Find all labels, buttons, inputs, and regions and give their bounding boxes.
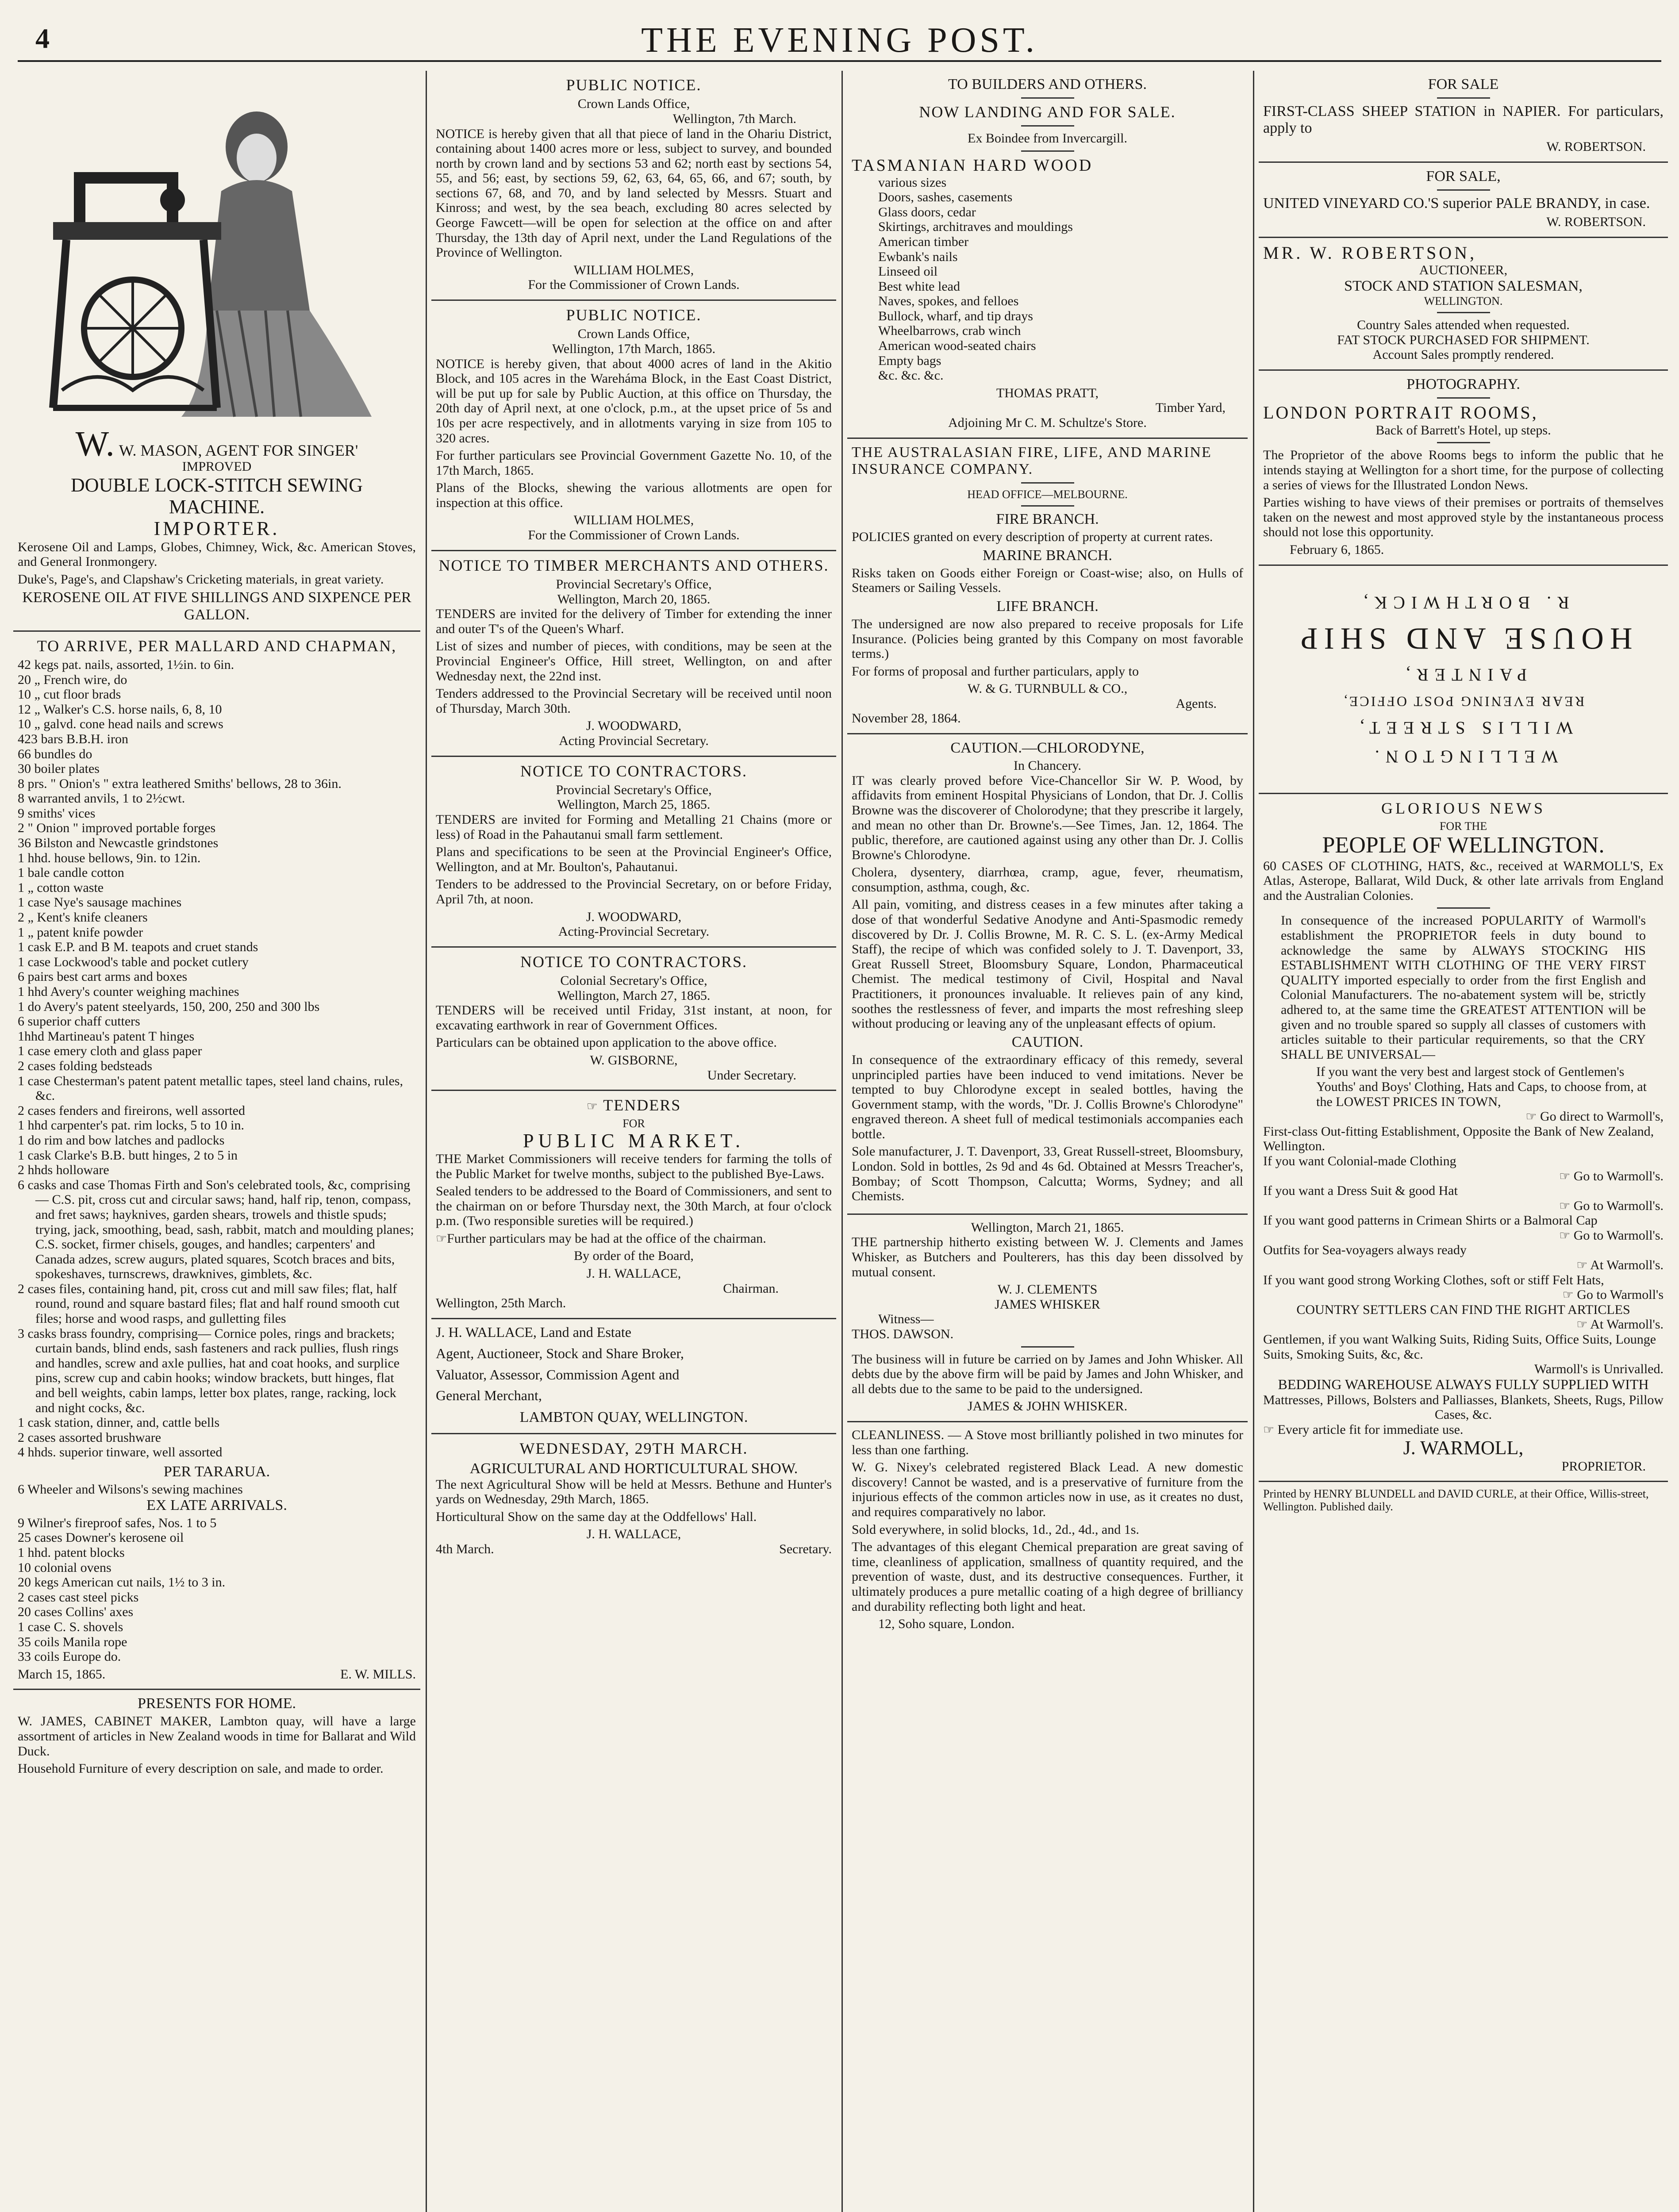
ad-partnership: [847, 1215, 1248, 1422]
mason-line: DOUBLE LOCK-STITCH SEWING: [71, 474, 363, 496]
insurance-fire: FIRE BRANCH.: [996, 511, 1099, 527]
pointing-hand-icon: ☞: [1559, 1198, 1571, 1213]
wallace-address: LAMBTON QUAY, WELLINGTON.: [519, 1409, 748, 1426]
partnership-body: THE partnership hitherto existing between W. J. Clements and James Whisker, as Butchers and Poulterers, has this day been dissolved by mutual consent.: [852, 1235, 1243, 1279]
notice-heading: PUBLIC NOTICE.: [566, 76, 702, 94]
ad-agricultural-show: [431, 1434, 836, 1563]
list-item: Linseed oil: [878, 264, 938, 279]
market-body-2: Sealed tenders to be addressed to the Board of Commissioners, and sent to the chairman on or before Thursday next, the 30th March, at four o'clock p.m. (Two responsible sureties will be required.): [436, 1184, 832, 1229]
list-item: 8 warranted anvils, 1 to 2½cwt.: [18, 791, 185, 806]
ad-borthwick-upside-down: [1259, 566, 1668, 794]
ad-chlorodyne: [847, 734, 1248, 1215]
chlorodyne-heading: CAUTION.—CHLORODYNE,: [950, 740, 1145, 757]
ad-public-market: [431, 1091, 836, 1319]
list-item: 10 colonial ovens: [18, 1560, 111, 1575]
mason-line: IMPROVED: [182, 459, 252, 474]
list-item: 2 cases assorted brushware: [18, 1430, 161, 1445]
notice-contractors-1: [431, 757, 836, 948]
robertson-line: STOCK AND STATION SALESMAN,: [1344, 277, 1583, 294]
list-item: 1 case emery cloth and glass paper: [18, 1044, 202, 1059]
market-body-3: Further particulars may be had at the office of the chairman.: [447, 1231, 766, 1246]
builders-signer-title: Timber Yard,: [1155, 400, 1226, 415]
show-title: AGRICULTURAL AND HORTICULTURAL SHOW.: [469, 1460, 798, 1477]
list-item: 42 kegs pat. nails, assorted, 1½in. to 6in.: [18, 657, 234, 672]
list-item: 2 " Onion " improved portable forges: [18, 821, 216, 836]
column-2: [431, 71, 836, 2212]
pointing-hand-icon: ☞: [1559, 1168, 1571, 1183]
show-signer: J. H. WALLACE,: [586, 1527, 681, 1542]
sewing-machine-illustration: [27, 81, 407, 421]
photo-date: February 6, 1865.: [1290, 542, 1384, 557]
imprint: [1259, 1482, 1668, 1520]
ad-wallace: [431, 1319, 836, 1434]
list-item: American wood-seated chairs: [878, 338, 1036, 353]
robertson-line: AUCTIONEER,: [1419, 263, 1508, 278]
notice-office: Colonial Secretary's Office,: [560, 973, 707, 988]
pointing-hand-icon: ☞: [436, 1231, 447, 1246]
list-item: 9 Wilner's fireproof safes, Nos. 1 to 5: [18, 1515, 217, 1530]
mason-body-2: Duke's, Page's, and Clapshaw's Cricketing materials, in great variety.: [18, 572, 384, 587]
mason-name: W. MASON, AGENT FOR SINGER': [119, 442, 358, 459]
list-item: 1 „ patent knife powder: [18, 925, 143, 940]
list-item: Ewbank's nails: [878, 249, 958, 264]
market-title: PUBLIC MARKET.: [523, 1129, 745, 1152]
wallace-line: Agent, Auctioneer, Stock and Share Broker,: [436, 1345, 684, 1361]
list-item: Glass doors, cedar: [878, 204, 976, 219]
list-item: 2 cases cast steel picks: [18, 1590, 139, 1605]
list-item: 36 Bilston and Newcastle grindstones: [18, 836, 219, 851]
pointing-hand-icon: ☞: [1559, 1228, 1571, 1243]
partnership-date: Wellington, March 21, 1865.: [971, 1220, 1124, 1235]
rule: [1021, 97, 1074, 99]
upside-line: PAINTER,: [1399, 664, 1527, 685]
notice-signer-title: Acting-Provincial Secretary.: [558, 924, 710, 939]
warmoll-want: If you want good strong Working Clothes, soft or stiff Felt Hats,: [1263, 1272, 1604, 1287]
column-1: [13, 71, 420, 2212]
builders-address: Adjoining Mr C. M. Schultze's Store.: [948, 415, 1147, 430]
upside-line: HOUSE AND SHIP: [1294, 621, 1633, 656]
insurance-fire-body: POLICIES granted on every description of property at current rates.: [852, 529, 1213, 544]
list-item: American timber: [878, 234, 969, 249]
show-signer-title: Secretary.: [779, 1542, 832, 1556]
list-item: 9 smiths' vices: [18, 806, 96, 821]
warmoll-heading: GLORIOUS NEWS: [1381, 799, 1545, 817]
show-body: The next Agricultural Show will be held at Messrs. Bethune and Hunter's yards on Wednesday, 29th March, 1865.: [436, 1477, 832, 1507]
warmoll-signer-title: PROPRIETOR.: [1561, 1459, 1646, 1474]
pointing-hand-icon: ☞: [1576, 1258, 1588, 1273]
arrive-signer: E. W. MILLS.: [340, 1667, 416, 1682]
notice-body-3: Plans of the Blocks, shewing the various allotments are open for inspection at this office.: [436, 480, 832, 510]
pointing-hand-icon: ☞: [1263, 1422, 1275, 1437]
notice-date: Wellington, March 25, 1865.: [557, 797, 711, 812]
insurance-date: November 28, 1864.: [852, 711, 961, 726]
warmoll-gentlemen: Gentlemen, if you want Walking Suits, Riding Suits, Office Suits, Lounge Suits, Smoking Suits, &c, &c.: [1263, 1332, 1656, 1362]
column-rule: [1253, 71, 1254, 2212]
photo-sub: Back of Barrett's Hotel, up steps.: [1375, 422, 1551, 438]
upside-line: R. BORTHWICK,: [1357, 592, 1569, 613]
notice-signer: J. WOODWARD,: [586, 909, 682, 924]
tarurua-list: [18, 1482, 416, 1497]
sale-heading: FOR SALE: [1428, 76, 1499, 92]
wallace-line: Valuator, Assessor, Commission Agent and: [436, 1366, 680, 1382]
pointing-hand-icon: ☞: [586, 1099, 599, 1114]
pointing-hand-icon: ☞: [1562, 1287, 1574, 1302]
list-item: 1 hhd Avery's counter weighing machines: [18, 984, 239, 999]
notice-akitio: [431, 301, 836, 551]
ad-mason-singer: W. W. MASON, AGENT FOR SINGER' IMPROVED DOUBLE LOCK-STITCH SEWING MACHINE. IMPORTER. Kerosene Oil and Lamps, Globes, Chimney, Wick, &c. American Stoves, and General Ironmongery. Duke's, Page's, and Clapshaw's Cricketing materials, in great variety. KEROSENE OIL AT FIVE SHILLINGS AND SIXPENCE PER GALLON.: [13, 71, 420, 632]
sale-heading: FOR SALE,: [1426, 168, 1501, 184]
notice-heading: NOTICE TO CONTRACTORS.: [520, 762, 748, 780]
ad-cleanliness: [847, 1422, 1248, 1639]
insurance-life-body: The undersigned are now also prepared to receive proposals for Life Insurance. (Policies being granted by this Company on most favorable terms.): [852, 616, 1243, 661]
notice-heading: NOTICE TO CONTRACTORS.: [520, 952, 748, 971]
notice-body: TENDERS are invited for the delivery of Timber for extending the inner and outer T's of the Queen's Wharf.: [436, 607, 832, 636]
notice-body: TENDERS will be received until Friday, 31st instant, at noon, for excavating earthwork in rear of Government Offices.: [436, 1003, 832, 1033]
notice-office: Crown Lands Office,: [577, 96, 690, 111]
notice-date: Wellington, March 20, 1865.: [557, 591, 711, 607]
insurance-forms: For forms of proposal and further particulars, apply to: [852, 664, 1139, 679]
notice-body: NOTICE is hereby given, that about 4000 acres of land in the Akitio Block, and 105 acres in the Wareháma Block, in the East Coast District, will be put up for sale by Public Auction, at this office on Thursday, the 20th day of April next, at one o'clock, p.m., at the upset price of 5s and 10s per acre respectively, and in allotments varying in size from 105 to 320 acres.: [436, 356, 832, 445]
list-item: 2 cases fenders and fireirons, well assorted: [18, 1103, 245, 1118]
warmoll-want: Outfits for Sea-voyagers always ready: [1263, 1243, 1467, 1258]
partnership-witness: Witness—: [878, 1312, 934, 1327]
upside-line: WELLINGTON.: [1368, 746, 1558, 767]
notice-date: Wellington, 7th March.: [672, 111, 796, 126]
show-date: 4th March.: [436, 1542, 494, 1556]
builders-list: [852, 175, 1243, 383]
notice-signer: J. WOODWARD,: [586, 718, 682, 733]
column-rule: [841, 71, 843, 2212]
rule: [1021, 482, 1074, 484]
list-item: 6 casks and case Thomas Firth and Son's celebrated tools, &c, comprising— C.S. pit, cross cut and circular saws; hand, half rip, tenon, compass, and fret saws; hayknives, garden shears, trowels and thistle spuds; trying, jack, smoothing, bead, sash, rabbit, match and moulding planes; C.S. socket, firmer chisels, gouges, and handles; carpenters' and Canada adzes, screw augurs, plated squares, Scotch braces and bits, spokeshaves, turnscrews, drawknives, gimblets, &c.: [18, 1177, 414, 1282]
cleanliness-address: 12, Soho square, London.: [878, 1617, 1015, 1632]
warmoll-want: If you want a Dress Suit & good Hat: [1263, 1183, 1458, 1198]
chlorodyne-body: IT was clearly proved before Vice-Chancellor Sir W. P. Wood, by affidavits from eminent Hospital Physicians of London, that Dr. J. Collis Browne was the discoverer of Cholorodyne; that they prescribe it largely, and mean no other than Dr. Browne's.—See Times, Jan. 12, 1864. The public, therefore, are cautioned against using any other than Dr. J. Collis Browne's Chlorodyne.: [852, 773, 1243, 862]
ad-sale-sheep-station: [1259, 71, 1668, 163]
ad-sale-brandy: [1259, 163, 1668, 238]
photo-heading: PHOTOGRAPHY.: [1406, 376, 1520, 392]
photo-body: The Proprietor of the above Rooms begs to inform the public that he intends staying at Wellington for a short time, for the purpose of collecting a series of views for the Illustrated London News.: [1263, 448, 1664, 492]
warmoll-body-3: First-class Out-fitting Establishment, Opposite the Bank of New Zealand, Wellington.: [1263, 1124, 1654, 1154]
partnership-signer: JAMES WHISKER: [995, 1297, 1100, 1312]
chlorodyne-body-5: Sole manufacturer, J. T. Davenport, 33, Great Russell-street, Bloomsbury, London. Sold in bottles, 2s 9d and 4s 6d. Obtained at Messrs Treacher's, Bombay; of Scott Thompson, Calcutta; Worms, Sydney; and all Chemists.: [852, 1144, 1243, 1204]
rule: [1437, 189, 1490, 191]
insurance-agent: W. & G. TURNBULL & CO.,: [967, 681, 1128, 696]
list-item: 20 „ French wire, do: [18, 672, 127, 687]
notice-body-2: For further particulars see Provincial Government Gazette No. 10, of the 17th March, 1865.: [436, 448, 832, 478]
notice-signer: WILLIAM HOLMES,: [573, 262, 694, 277]
arrive-heading: TO ARRIVE, PER MALLARD AND CHAPMAN,: [37, 637, 397, 655]
insurance-marine: MARINE BRANCH.: [983, 547, 1112, 564]
notice-office: Crown Lands Office,: [577, 326, 690, 342]
presents-body-2: Household Furniture of every description on sale, and made to order.: [18, 1761, 384, 1776]
warmoll-bedding: BEDDING WAREHOUSE ALWAYS FULLY SUPPLIED WITH: [1278, 1376, 1649, 1392]
list-item: 1 bale candle cotton: [18, 865, 124, 880]
insurance-heading: THE AUSTRALASIAN FIRE, LIFE, AND MARINE INSURANCE COMPANY.: [852, 444, 1212, 477]
masthead: [18, 9, 1661, 62]
tararua-heading: PER TARARUA.: [163, 1463, 270, 1480]
insurance-marine-body: Risks taken on Goods either Foreign or Coast-wise; also, on Hulls of Steamers or Sailing Vessels.: [852, 565, 1243, 595]
list-item: 10 „ cut floor brads: [18, 687, 121, 702]
list-item: 1 do Avery's patent steelyards, 150, 200, 250 and 300 lbs: [18, 999, 320, 1014]
notice-body-2: Particulars can be obtained upon application to the above office.: [436, 1035, 777, 1050]
notice-date: Wellington, 17th March, 1865.: [552, 341, 716, 356]
warmoll-want: If you want good patterns in Crimean Shirts or a Balmoral Cap: [1263, 1213, 1598, 1228]
notice-heading: PUBLIC NOTICE.: [566, 306, 702, 324]
notice-body-3: Tenders to be addressed to the Provincial Secretary, on or before Friday, April 7th, at noon.: [436, 877, 832, 906]
chlorodyne-body-2: Cholera, dysentery, diarrhœa, cramp, ague, fever, rheumatism, consumption, asthma, cough, &c.: [852, 865, 1243, 895]
list-item: 6 pairs best cart arms and boxes: [18, 969, 188, 984]
list-item: 4 hhds. superior tinware, well assorted: [18, 1445, 223, 1460]
upside-line: REAR EVENING POST OFFICE,: [1342, 693, 1585, 710]
notice-ohariu: [431, 71, 836, 301]
list-item: 2 cases folding bedsteads: [18, 1058, 153, 1073]
insurance-agent-title: Agents.: [1176, 696, 1217, 711]
rule: [1437, 442, 1490, 443]
warmoll-go: At Warmoll's.: [1590, 1258, 1664, 1273]
presents-body: W. JAMES, CABINET MAKER, Lambton quay, will have a large assortment of articles in New Zealand woods in time for Ballarat and Wild Duck.: [18, 1714, 416, 1759]
list-item: 2 „ Kent's knife cleaners: [18, 910, 148, 925]
warmoll-go: Go to Warmoll's.: [1573, 1198, 1664, 1213]
builders-title: TASMANIAN HARD WOOD: [852, 156, 1093, 175]
wallace-line: J. H. WALLACE, Land and Estate: [436, 1324, 631, 1340]
notice-signer-title: For the Commissioner of Crown Lands.: [528, 277, 740, 292]
rule: [1021, 125, 1074, 127]
arrive-list: [18, 657, 416, 1460]
newspaper-title: THE EVENING POST.: [641, 21, 1038, 60]
sale-body: FIRST-CLASS SHEEP STATION in NAPIER. For particulars, apply to: [1263, 103, 1664, 137]
ad-presents-for-home: [13, 1690, 420, 1786]
chlorodyne-sub: In Chancery.: [1014, 758, 1081, 773]
insurance-head-office: HEAD OFFICE—MELBOURNE.: [967, 488, 1128, 501]
list-item: 20 cases Collins' axes: [18, 1605, 134, 1620]
list-item: 20 kegs American cut nails, 1½ to 3 in.: [18, 1575, 226, 1590]
list-item: Skirtings, architraves and mouldings: [878, 219, 1073, 234]
list-item: various sizes: [878, 175, 947, 190]
list-item: 1 case Nye's sausage machines: [18, 895, 182, 910]
notice-signer: WILLIAM HOLMES,: [573, 513, 694, 528]
market-heading: TENDERS: [603, 1096, 681, 1114]
robertson-body: Country Sales attended when requested.: [1357, 318, 1570, 333]
arrive-date: March 15, 1865.: [18, 1667, 106, 1682]
list-item: 1 cask station, dinner, and, cattle bells: [18, 1415, 220, 1430]
warmoll-people: PEOPLE OF WELLINGTON.: [1322, 833, 1605, 858]
pointing-hand-icon: ☞: [1525, 1109, 1537, 1124]
sale-body: UNITED VINEYARD CO.'S superior PALE BRANDY, in case.: [1263, 195, 1650, 211]
cleanliness-body-2: W. G. Nixey's celebrated registered Black Lead. A new domestic discovery! Cannot be wasted, and is a preservative of furniture from the injurious effects of the common articles now in use, as it creates no dust, and requires comparatively no labor.: [852, 1460, 1243, 1519]
rule: [1021, 1346, 1074, 1348]
ex-late-list: [18, 1516, 416, 1664]
list-item: 1 do rim and bow latches and padlocks: [18, 1133, 225, 1148]
list-item: 1 cask E.P. and B M. teapots and cruet stands: [18, 940, 258, 955]
ad-warmoll: [1259, 794, 1668, 1482]
partnership-body-2: The business will in future be carried on by James and John Whisker. All debts due by the above firm will be paid by James and John Whisker, and all debts due to the same to be paid to the undersigned.: [852, 1352, 1243, 1396]
column-3: [847, 71, 1248, 2212]
warmoll-body: In consequence of the increased POPULARITY of Warmoll's establishment the PROPRIETOR feels in duty bound to acknowledge the same by ALWAYS STOCKING HIS ESTABLISHMENT WITH CLOTHING OF THE VERY FIRST QUALITY imported especially to order from the first English and Colonial Manufacturers. The no-abatement system will be, strictly adhered to, at the same time the GREATEST ATTENTION will be given and no trouble spared so supply all classes of customers with articles suitable to their particular requirements, so that the CRY SHALL BE UNIVERSAL—: [1281, 913, 1646, 1062]
warmoll-every: Every article fit for immediate use.: [1277, 1422, 1464, 1437]
list-item: 30 boiler plates: [18, 761, 100, 776]
pointing-hand-icon: ☞: [1576, 1317, 1588, 1332]
mason-line: IMPORTER.: [154, 518, 280, 540]
warmoll-intro: 60 CASES OF CLOTHING, HATS, &c., received at WARMOLL'S, Ex Atlas, Asterope, Ballarat, Wild Duck, & other late arrivals from England and the Australian Colonies.: [1263, 858, 1664, 903]
mason-line: MACHINE.: [169, 496, 265, 518]
upside-line: WILLIS STREET,: [1353, 718, 1573, 738]
insurance-life: LIFE BRANCH.: [996, 598, 1099, 614]
warmoll-go: At Warmoll's.: [1590, 1317, 1664, 1332]
warmoll-go: Go direct to Warmoll's,: [1540, 1109, 1664, 1124]
builders-heading: TO BUILDERS AND OTHERS.: [948, 76, 1147, 92]
ex-late-heading: EX LATE ARRIVALS.: [146, 1497, 287, 1513]
list-item: 1 hhd. patent blocks: [18, 1545, 125, 1560]
kerosene-price: KEROSENE OIL AT FIVE SHILLINGS AND SIXPENCE PER GALLON.: [22, 589, 411, 623]
list-item: 33 coils Europe do.: [18, 1649, 121, 1664]
photo-title: LONDON PORTRAIT ROOMS,: [1263, 403, 1538, 423]
column-4: [1259, 71, 1668, 2212]
warmoll-go: Go to Warmoll's.: [1573, 1228, 1664, 1243]
warmoll-for-the: FOR THE: [1439, 820, 1487, 833]
market-for: FOR: [622, 1117, 645, 1130]
list-item: 12 „ Walker's C.S. horse nails, 6, 8, 10: [18, 702, 222, 717]
rule: [1437, 312, 1490, 313]
robertson-line: WELLINGTON.: [1424, 295, 1503, 308]
warmoll-body-2: If you want the very best and largest stock of Gentlemen's Youths' and Boys' Clothing, Hats and Caps, to choose from, at the LOWEST PRICES IN TOWN,: [1316, 1064, 1647, 1109]
notice-timber: [431, 551, 836, 757]
chlorodyne-body-4: In consequence of the extraordinary efficacy of this remedy, several unprincipled parties have been induced to vend imitations. Never be tempted to buy Chlorodyne except in sealed bottles, having the Government stamp, with the words, "Dr. J. Collis Browne's Chlorodyne" engraved thereon. A sheet full of medical testimonials accompanies each bottle.: [852, 1052, 1243, 1141]
list-item: 2 hhds holloware: [18, 1163, 109, 1178]
list-item: Naves, spokes, and felloes: [878, 294, 1019, 309]
partnership-signer: W. J. CLEMENTS: [997, 1282, 1098, 1297]
list-item: 1 case Chesterman's patent patent metallic tapes, steel land chains, rules, &c.: [18, 1073, 403, 1103]
show-heading: WEDNESDAY, 29TH MARCH.: [519, 1440, 748, 1458]
warmoll-signer: J. WARMOLL,: [1403, 1437, 1524, 1459]
partnership-witness-name: THOS. DAWSON.: [852, 1327, 954, 1341]
warmoll-go: Go to Warmoll's.: [1573, 1168, 1664, 1183]
rule: [1021, 505, 1074, 507]
market-body: THE Market Commissioners will receive tenders for farming the tolls of the Public Market for twelve months, subject to the published Bye-Laws.: [436, 1151, 832, 1181]
notice-body: NOTICE is hereby given that all that piece of land in the Ohariu District, containing about 1400 acres more or less, subject to survey, and bounded north by crown land and by sections 53 and 62; north east by sections 54, 55, and 56; east, by sections 59, 62, 63, 64, 65, 66, and 67; south, by sections 67, 68, and 70, and by land selected by Messrs. Stuart and Kinross; and west, by the sea beach, excluding 80 acres selected by George Fawcett—will be open for selection at the office on and after Thursday, the 13th day of April next, under the Land Regulations of the Province of Wellington.: [436, 126, 832, 260]
presents-heading: PRESENTS FOR HOME.: [137, 1695, 296, 1712]
notice-signer: W. GISBORNE,: [590, 1053, 678, 1068]
market-date: Wellington, 25th March.: [436, 1296, 566, 1311]
list-item: &c. &c. &c.: [878, 368, 944, 383]
notice-office: Provincial Secretary's Office,: [556, 782, 712, 797]
column-rule: [426, 71, 427, 2212]
notice-signer-title: For the Commissioner of Crown Lands.: [528, 528, 740, 543]
list-item: 1 case C. S. shovels: [18, 1619, 123, 1634]
cleanliness-body-4: The advantages of this elegant Chemical preparation are great saving of time, cleanliness of application, smallness of quantity required, and the prevention of waste, dust, and its destructive consequences. Further, it ultimately produces a pure metallic coating of a high degree of brilliancy and durability reflecting both light and heat.: [852, 1540, 1243, 1614]
robertson-body-2: FAT STOCK PURCHASED FOR SHIPMENT.: [1337, 332, 1590, 347]
rule: [1021, 150, 1074, 152]
show-body-2: Horticultural Show on the same day at the Oddfellows' Hall.: [436, 1509, 757, 1524]
warmoll-go: Go to Warmoll's: [1577, 1287, 1664, 1302]
robertson-title: MR. W. ROBERTSON,: [1263, 242, 1477, 263]
warmoll-bedding-body: Mattresses, Pillows, Bolsters and Palliasses, Blankets, Sheets, Rugs, Pillow Cases, &c.: [1263, 1392, 1664, 1422]
ad-robertson: [1259, 238, 1668, 371]
list-item: 1 cask Clarke's B.B. butt hinges, 2 to 5 in: [18, 1148, 238, 1163]
list-item: Doors, sashes, casements: [878, 190, 1013, 205]
mason-body: Kerosene Oil and Lamps, Globes, Chimney, Wick, &c. American Stoves, and General Ironmongery.: [18, 539, 416, 569]
notice-body-2: Plans and specifications to be seen at the Provincial Engineer's Office, Wellington, and at Mr. Boulton's, Pahautanui.: [436, 845, 832, 874]
notice-signer-title: Under Secretary.: [707, 1068, 796, 1083]
notice-body: TENDERS are invited for Forming and Metalling 21 Chains (more or less) of Road in the Pahautanui small farm settlement.: [436, 812, 832, 842]
list-item: 35 coils Manila rope: [18, 1634, 127, 1649]
ad-builders: [847, 71, 1248, 439]
list-item: 66 bundles do: [18, 746, 92, 761]
cleanliness-body: CLEANLINESS. — A Stove most brilliantly polished in two minutes for less than one farthing.: [852, 1427, 1243, 1457]
chlorodyne-body-3: All pain, vomiting, and distress ceases in a few minutes after taking a dose of that wonderful Sedative Anodyne and Anti-Spasmodic remedy discovered by Dr. J. Collis Browne, M. R. C. S. L. (ex-Army Medical Staff), the recipe of which was confided solely to J. T. Davenport, 33, Great Russell Street, Bloomsbury Square, London, Pharmaceutical Chemist. The medical testimony of Civil, Hospital and Naval Practitioners, it pronounces invaluable. It relieves pain of any kind, soothes the restlessness of fever, and imparts the most refreshing sleep without producing or leaving any of the unpleasant effects of opium.: [852, 897, 1243, 1031]
list-item: 1 „ cotton waste: [18, 880, 104, 895]
partnership-signer-3: JAMES & JOHN WHISKER.: [967, 1399, 1128, 1414]
builders-ex: Ex Boindee from Invercargill.: [968, 131, 1127, 146]
warmoll-settlers: COUNTRY SETTLERS CAN FIND THE RIGHT ARTICLES: [1296, 1302, 1630, 1317]
notice-body-2: List of sizes and number of pieces, with conditions, may be seen at the Provincial Engineer's Office, Hill street, Wellington, on and after Wednesday next, the 22nd inst.: [436, 639, 832, 684]
market-signer: J. H. WALLACE,: [586, 1266, 681, 1281]
ad-insurance: [847, 439, 1248, 734]
list-item: 2 cases files, containing hand, pit, cross cut and mill saw files; flat, half round, round and square bastard files; flat and half round smooth cut files; horse and wood rasps, and gulletting files: [18, 1281, 400, 1326]
builders-signer: THOMAS PRATT,: [996, 385, 1099, 400]
list-item: 6 superior chaff cutters: [18, 1014, 140, 1029]
warmoll-want: If you want Colonial-made Clothing: [1263, 1153, 1456, 1168]
list-item: Best white lead: [878, 279, 960, 294]
notice-body-3: Tenders addressed to the Provincial Secretary will be received until noon of Thursday, March 30th.: [436, 686, 832, 716]
photo-body-2: Parties wishing to have views of their premises or portraits of themselves taken on the newest and most approved style by the instantaneous process should not lose this opportunity.: [1263, 495, 1664, 540]
rule: [1437, 907, 1490, 909]
ad-to-arrive: [13, 632, 420, 1690]
notice-office: Provincial Secretary's Office,: [556, 576, 712, 591]
list-item: 423 bars B.B.H. iron: [18, 731, 128, 746]
list-item: 3 casks brass foundry, comprising— Cornice poles, rings and brackets; curtain bands, blind ends, sash fasteners and rack pullies, flush rings and handles, screw and axle pullies, hat and coat hooks, and surplice pins, screw cup and cabin hooks; window brackets, butt hinges, flat and bell weights, cabin lamps, letter box plates, range, racking, lock and night cocks, &c.: [18, 1326, 400, 1415]
market-order: By order of the Board,: [574, 1248, 694, 1263]
notice-heading: NOTICE TO TIMBER MERCHANTS AND OTHERS.: [438, 556, 829, 574]
ad-photography: [1259, 371, 1668, 566]
wallace-line: General Merchant,: [436, 1387, 542, 1404]
list-item: 1 hhd. house bellows, 9in. to 12in.: [18, 850, 201, 865]
list-item: Wheelbarrows, crab winch: [878, 323, 1021, 338]
warmoll-unrivalled: Warmoll's is Unrivalled.: [1534, 1362, 1664, 1377]
list-item: 8 prs. " Onion's " extra leathered Smiths' bellows, 28 to 36in.: [18, 776, 342, 791]
market-signer-title: Chairman.: [723, 1281, 779, 1296]
list-item: 6 Wheeler and Wilsons's sewing machines: [18, 1482, 243, 1497]
cleanliness-body-3: Sold everywhere, in solid blocks, 1d., 2d., 4d., and 1s.: [852, 1522, 1139, 1537]
notice-contractors-2: [431, 948, 836, 1091]
page-number: 4: [35, 23, 50, 54]
list-item: Empty bags: [878, 353, 941, 368]
notice-date: Wellington, March 27, 1865.: [557, 988, 711, 1003]
rule: [1437, 97, 1490, 99]
chlorodyne-caution: CAUTION.: [1011, 1033, 1083, 1050]
rule: [1437, 397, 1490, 399]
builders-subheading: NOW LANDING AND FOR SALE.: [919, 103, 1176, 121]
list-item: Bullock, wharf, and tip drays: [878, 308, 1033, 323]
imprint-text: Printed by HENRY BLUNDELL and DAVID CURLE, at their Office, Willis-street, Wellington. Published daily.: [1263, 1487, 1649, 1513]
list-item: 10 „ galvd. cone head nails and screws: [18, 717, 223, 732]
sale-signer: W. ROBERTSON.: [1546, 214, 1646, 229]
robertson-body-3: Account Sales promptly rendered.: [1372, 347, 1554, 362]
list-item: 1 case Lockwood's table and pocket cutlery: [18, 954, 249, 969]
list-item: 1hhd Martineau's patent T hinges: [18, 1029, 195, 1044]
notice-signer-title: Acting Provincial Secretary.: [559, 733, 709, 748]
list-item: 1 hhd carpenter's pat. rim locks, 5 to 10 in.: [18, 1118, 244, 1133]
list-item: 25 cases Downer's kerosene oil: [18, 1530, 184, 1545]
sale-signer: W. ROBERTSON.: [1546, 139, 1646, 154]
